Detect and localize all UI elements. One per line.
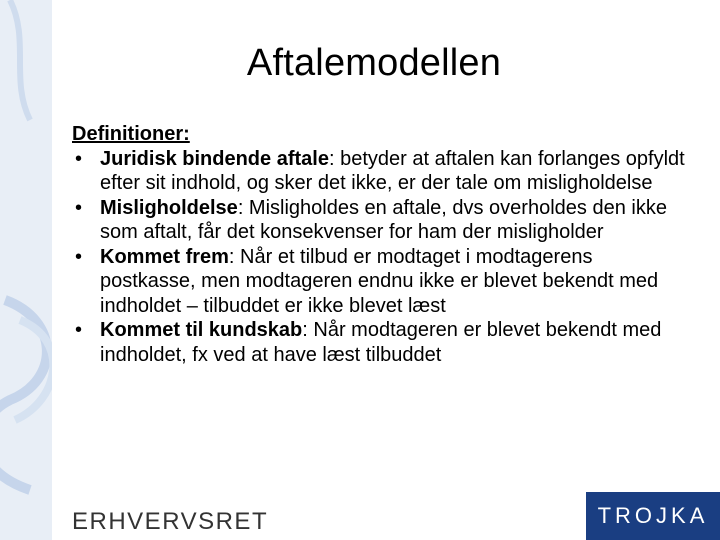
list-item: [72, 147, 692, 196]
list-item: [72, 245, 692, 319]
page-title: Aftalemodellen: [246, 42, 502, 84]
definition-text: : Når modtageren er blevet bekendt med indholdet, fx ved at have læst tilbuddet: [100, 319, 662, 366]
definition-text: : betyder at aftalen kan forlanges opfyldt efter sit indhold, og sker det ikke, er der tale om misligholdelse: [100, 147, 685, 194]
definitions-heading: Definitioner:: [72, 123, 190, 145]
definition-term: Misligholdelse: [100, 196, 238, 219]
definition-text: : Når et tilbud er modtaget i modtagerens postkasse, men modtageren endnu ikke er blevet bekendt med indholdet – tilbuddet er ikke blevet læst: [100, 245, 659, 317]
definition-term: Juridisk bindende aftale: [100, 147, 329, 170]
bullet-icon: •: [75, 245, 83, 268]
erhvervsret-logo: ERHVERVSRET: [72, 508, 269, 535]
trojka-logo-text: TROJKA: [597, 503, 709, 528]
definition-term: Kommet til kundskab: [100, 319, 303, 341]
definitions-content: [72, 122, 692, 367]
trojka-logo: [586, 492, 720, 540]
definition-text: : Misligholdes en aftale, dvs overholdes den ikke som aftalt, får det konsekvenser for ham der misligholder: [100, 196, 667, 243]
definitions-list: [72, 147, 692, 368]
list-item: [72, 196, 692, 245]
bullet-icon: •: [75, 147, 83, 170]
bullet-icon: •: [75, 319, 83, 341]
bullet-icon: •: [75, 196, 83, 219]
definition-term: Kommet frem: [100, 245, 229, 268]
list-item: [72, 318, 692, 367]
